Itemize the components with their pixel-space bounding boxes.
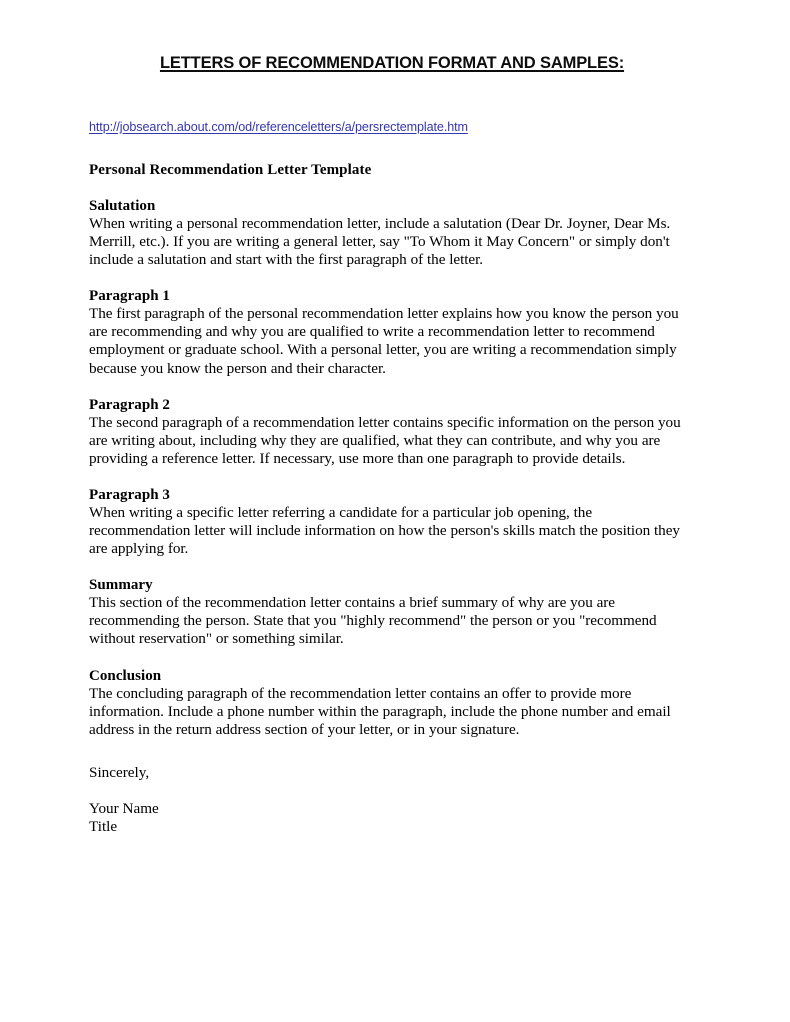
section-heading-paragraph-3: Paragraph 3 <box>89 486 170 503</box>
section-heading-paragraph-2: Paragraph 2 <box>89 396 170 413</box>
section-body-summary: This section of the recommendation letter contains a brief summary of why are you are recommending the person. State that you "highly recommend" the person or you "recommend without reservation" or something similar. <box>89 594 657 648</box>
section-heading-paragraph-1: Paragraph 1 <box>89 288 170 305</box>
signature-block <box>89 782 695 836</box>
section-heading-summary: Summary <box>89 577 153 594</box>
page-title <box>89 0 695 73</box>
source-url-link[interactable]: http://jobsearch.about.com/od/referenceletters/a/persrectemplate.htm <box>89 120 468 134</box>
section-conclusion <box>89 649 695 739</box>
section-body-paragraph-1: The first paragraph of the personal recommendation letter explains how you know the person you are recommending and why you are qualified to write a recommendation letter to recommend employment or graduate school. With a personal letter, you are writing a recommendation simply because you know the person and their character. <box>89 305 679 377</box>
source-url-line <box>89 73 695 136</box>
section-heading-salutation: Salutation <box>89 198 156 214</box>
document-content <box>89 0 695 836</box>
page-title-text: LETTERS OF RECOMMENDATION FORMAT AND SAMPLES: <box>159 54 625 72</box>
section-summary <box>89 558 695 648</box>
section-paragraph-2 <box>89 378 695 468</box>
signature-title: Title <box>89 817 118 835</box>
section-body-paragraph-3: When writing a specific letter referring a candidate for a particular job opening, the recommendation letter will include information on how the person's skills match the position they are applying for. <box>89 503 680 558</box>
template-heading: Personal Recommendation Letter Template <box>89 162 372 178</box>
closing-salutation: Sincerely, <box>89 763 150 781</box>
section-salutation <box>89 179 695 269</box>
section-paragraph-1 <box>89 269 695 377</box>
section-body-salutation: When writing a personal recommendation letter, include a salutation (Dear Dr. Joyner, Dear Ms. Merrill, etc.). If you are writing a general letter, say "To Whom it May Concern" or simply don't include a salutation and start with the first paragraph of the letter. <box>89 215 671 269</box>
section-body-conclusion: The concluding paragraph of the recommendation letter contains an offer to provide more information. Include a phone number within the paragraph, include the phone number and email address in the return address section of your letter, or in your signature. <box>89 684 671 738</box>
section-paragraph-3 <box>89 468 695 558</box>
signature-name: Your Name <box>89 799 159 817</box>
section-heading-conclusion: Conclusion <box>89 667 162 684</box>
section-body-paragraph-2: The second paragraph of a recommendation letter contains specific information on the person you are writing about, including why they are qualified, what they can contribute, and why you are providing a reference letter. If necessary, use more than one paragraph to provide details. <box>89 413 681 467</box>
